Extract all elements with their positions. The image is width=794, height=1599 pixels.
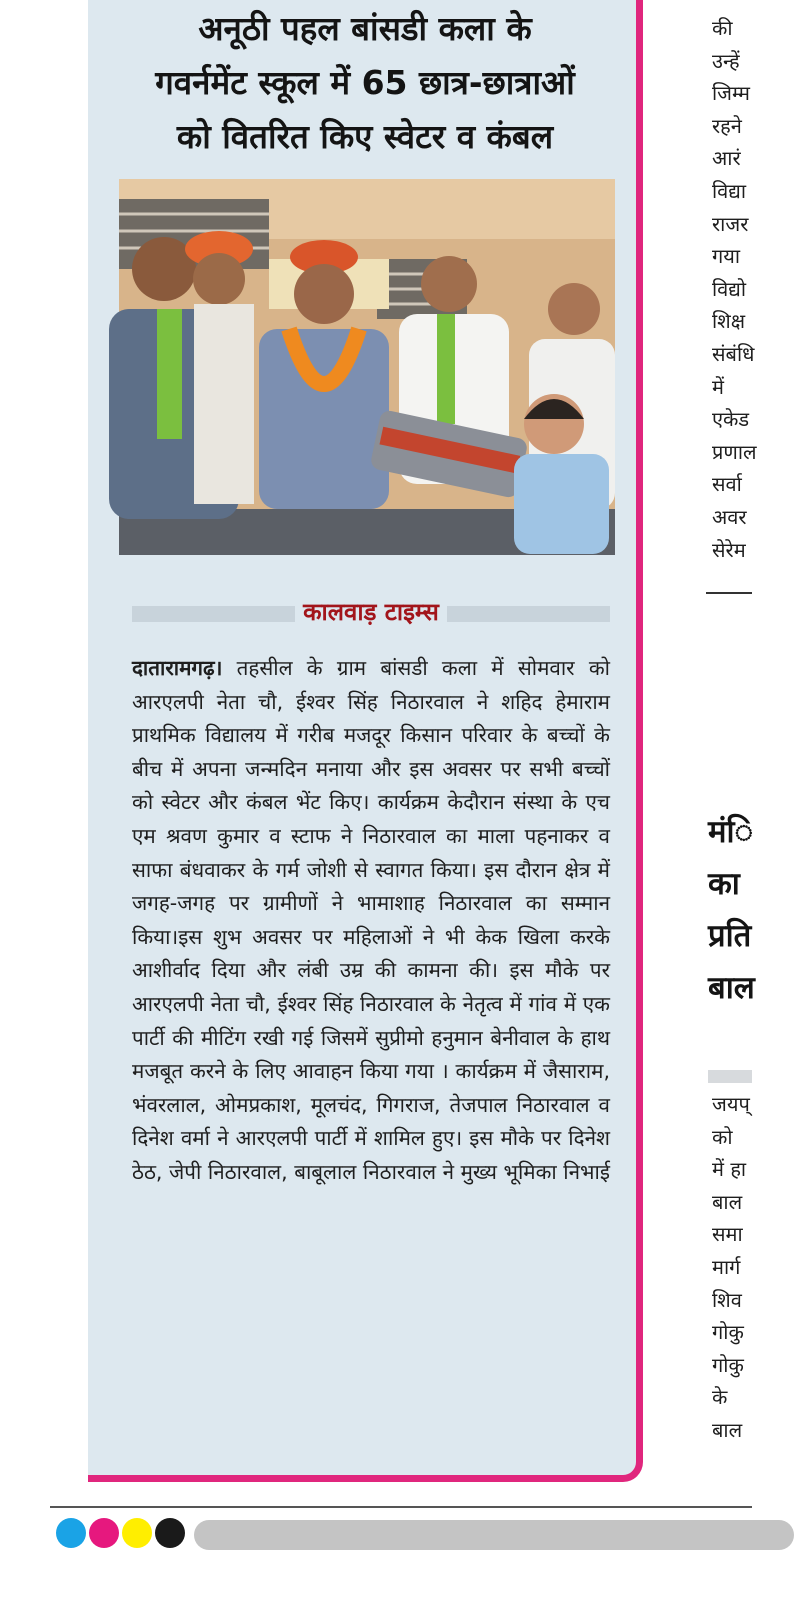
column-rule-grey (708, 1070, 752, 1083)
adjacent-text-fragment: की (712, 16, 733, 40)
source-text: कालवाड़ टाइम्स (295, 598, 447, 626)
adjacent-text-fragment: शिव (712, 1287, 742, 1312)
body-text: तहसील के ग्राम बांसडी कला में सोमवार को आरएलपी नेता चौ, ईश्वर सिंह निठारवाल ने शहिद हेमाराम प्राथमिक विद्यालय में गरीब मजदूर किसान परिवार के बच्चों के बीच में अपना जन्मदिन मनाया और इस अवसर पर सभी बच्चों को स्वेटर और कंबल भेंट किए। कार्यक्रम केदौरान संस्था के एच एम श्रवण कुमार व स्टाफ ने निठारवाल का माला पहनाकर व साफा बंधवाकर के गर्म जोशी से स्वागत किया। इस दौरान क्षेत्र में जगह-जगह पर ग्रामीणों ने भामाशाह निठारवाल का सम्मान किया।इस शुभ अवसर पर महिलाओं ने भी केक खिला करके आशीर्वाद दिया और लंबी उम्र की कामना की। इस मौके पर आरएलपी नेता चौ, ईश्वर सिंह निठारवाल के नेतृत्व में गांव में एक पार्टी की मीटिंग रखी गई जिसमें सुप्रीमो हनुमान बेनीवाल के हाथ मजबूत करने के लिए आवाहन किया गया । कार्यक्रम में जैसाराम, भंवरलाल, ओमप्रकाश, मूलचंद, गिगराज, तेजपाल निठारवाल व दिनेश वर्मा ने आरएलपी पार्टी में शामिल हुए। इस मौके पर दिनेश ठेठ, जेपी निठारवाल, बाबूलाल निठारवाल ने मुख्य भूमिका निभाई (132, 656, 610, 1184)
adjacent-text-fragment: बाल (712, 1418, 743, 1442)
adjacent-text-fragment: रहने (712, 113, 742, 138)
dateline: दातारामगढ़। (132, 656, 223, 680)
article-body (132, 652, 610, 1190)
column-rule (706, 592, 752, 594)
adjacent-headline-fragment: बाल (708, 970, 755, 1006)
adjacent-text-fragment: आरं (712, 146, 741, 171)
source-credit (132, 595, 610, 629)
adjacent-text-fragment: एकेड (712, 407, 750, 432)
adjacent-text-fragment: विद्या (712, 179, 747, 203)
adjacent-text-fragment: गया (712, 244, 741, 269)
adjacent-text-fragment: राजर (712, 211, 749, 236)
adjacent-text-fragment: अवर (712, 505, 747, 529)
adjacent-text-fragment: में (712, 374, 724, 399)
adjacent-column (706, 0, 757, 1480)
adjacent-text-fragment: प्रणाल (712, 439, 757, 464)
adjacent-text-fragment: विद्यो (712, 276, 747, 301)
adjacent-headline-fragment: मंि (708, 814, 753, 850)
adjacent-text-fragment: सर्वा (712, 472, 742, 497)
yellow-dot (122, 1518, 152, 1548)
magenta-dot (89, 1518, 119, 1548)
adjacent-text-fragment: समा (712, 1222, 743, 1247)
adjacent-text-fragment: में हा (712, 1157, 747, 1182)
adjacent-text-fragment: के (712, 1385, 728, 1410)
article-headline (100, 2, 630, 164)
adjacent-text-fragment: उन्हें (712, 48, 740, 73)
adjacent-text-fragment: सेरेम (712, 537, 746, 562)
adjacent-headline-fragment: का (708, 866, 740, 902)
adjacent-text-fragment: को (712, 1124, 733, 1149)
adjacent-text-fragment: जयप् (712, 1092, 750, 1116)
adjacent-text-fragment: बाल (712, 1189, 743, 1214)
photo-illustration (119, 179, 615, 555)
black-dot (155, 1518, 185, 1548)
adjacent-text-fragment: संबंधि (712, 342, 755, 366)
registration-rule (50, 1506, 752, 1508)
headline-line: गवर्नमेंट स्कूल में 65 छात्र-छात्राओं (155, 63, 575, 102)
headline-line: को वितरित किए स्वेटर व कंबल (176, 117, 554, 156)
article-photo (119, 179, 615, 555)
adjacent-text-fragment: जिम्म (712, 81, 750, 106)
adjacent-text-fragment: गोकु (712, 1352, 744, 1377)
adjacent-text-fragment: शिक्ष (712, 309, 746, 334)
headline-line: अनूठी पहल बांसडी कला के (198, 9, 532, 48)
cyan-dot (56, 1518, 86, 1548)
adjacent-text-fragment: गोकु (712, 1320, 744, 1345)
adjacent-headline-fragment: प्रति (708, 918, 752, 954)
adjacent-text-fragment: मार्ग (712, 1255, 741, 1279)
registration-grey-bar (194, 1520, 794, 1550)
